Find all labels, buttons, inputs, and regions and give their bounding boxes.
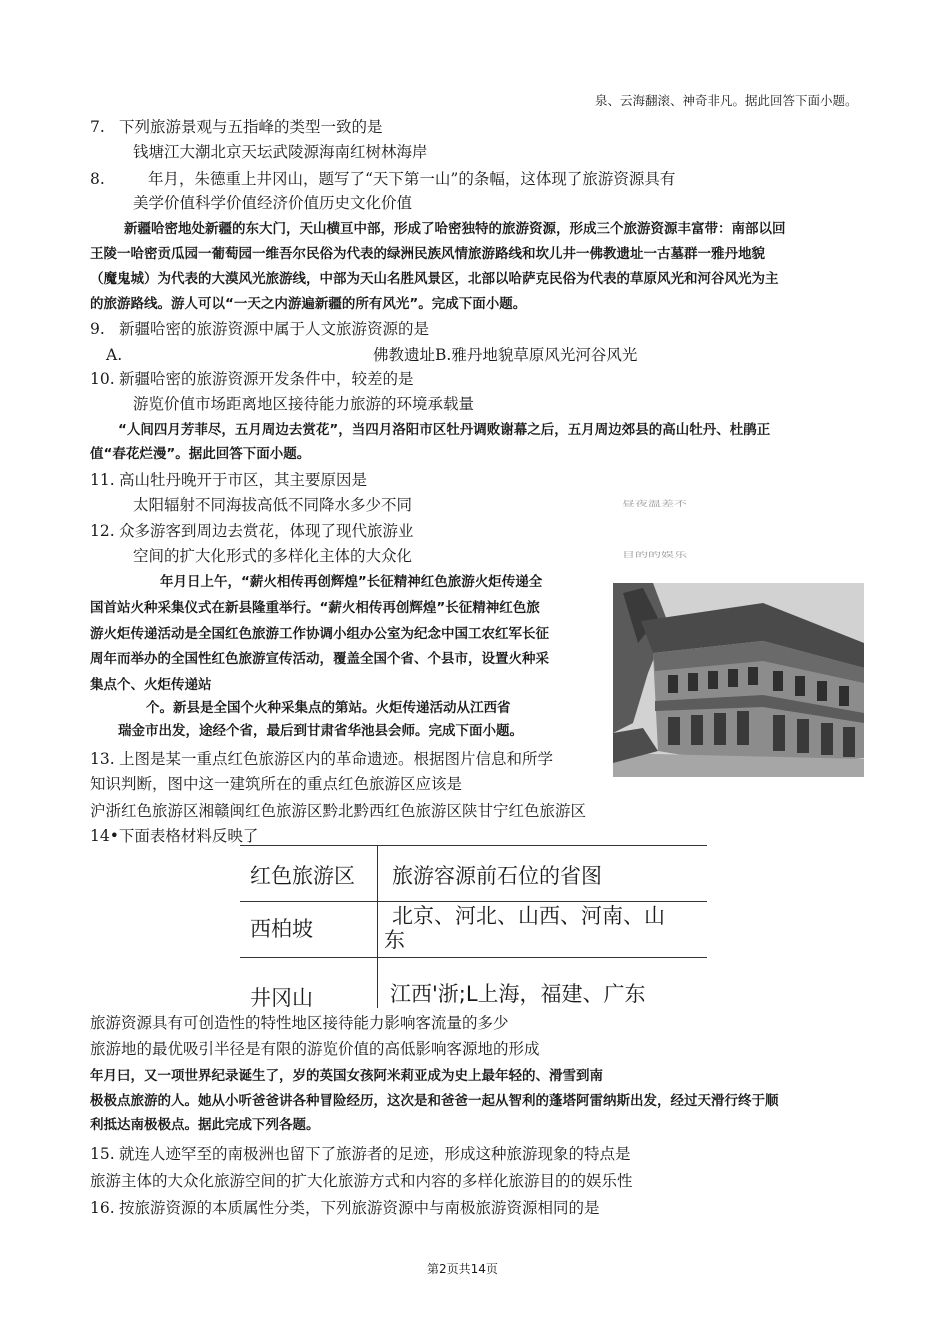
passage-3-line: 个。新县是全国个火种采集点的第站。火炬传递活动从江西省 bbox=[146, 700, 511, 716]
passage-3-line: 集点个、火炬传递站 bbox=[90, 677, 212, 693]
passage-2-line: “人间四月芳菲尽，五月周边去赏花”，当四月洛阳市区牡丹调败谢幕之后，五月周边郊县的高山牡丹、杜鹃正 bbox=[118, 422, 771, 438]
passage-1-line: 新疆哈密地处新疆的东大门，天山横亘中部，形成了哈密独特的旅游资源，形成三个旅游资源丰富带：南部以回 bbox=[124, 221, 786, 237]
question-15-number: 15. bbox=[90, 1145, 115, 1163]
question-13-options: 沪浙红色旅游区湘赣闽红色旅游区黔北黔西红色旅游区陕甘宁红色旅游区 bbox=[90, 802, 587, 820]
question-13-stem: 上图是某一重点红色旅游区内的革命遗迹。根据图片信息和所学 bbox=[119, 750, 554, 768]
question-14-options: 旅游地的最优吸引半径是有限的游览价值的高低影响客源地的形成 bbox=[90, 1040, 540, 1058]
question-16-stem: 按旅游资源的本质属性分类，下列旅游资源中与南极旅游资源相同的是 bbox=[119, 1199, 600, 1217]
question-9-options: 佛教遗址B.雅丹地貌草原风光河谷风光 bbox=[373, 346, 638, 364]
passage-1-line: 的旅游路线。游人可以“一天之内游遍新疆的所有风光”。完成下面小题。 bbox=[90, 296, 527, 312]
passage-3-line: 国首站火种采集仪式在新县隆重举行。“薪火相传再创辉煌”长征精神红色旅 bbox=[90, 600, 540, 616]
passage-3-line: 瑞金市出发，途经个省，最后到甘肃省华池县会师。完成下面小题。 bbox=[118, 723, 523, 739]
question-16-number: 16. bbox=[90, 1199, 115, 1217]
question-11-stem: 高山牡丹晚开于市区，其主要原因是 bbox=[119, 471, 368, 489]
passage-4-line: 利抵达南极极点。据此完成下列各题。 bbox=[90, 1117, 320, 1133]
question-9-option-a-label: A. bbox=[106, 346, 123, 364]
question-12-cut-text: 目的的娱乐 bbox=[622, 551, 688, 560]
question-10-stem: 新疆哈密的旅游资源开发条件中，较差的是 bbox=[119, 370, 414, 388]
table-header-area: 红色旅游区 bbox=[250, 864, 355, 888]
question-7-options: 钱塘江大潮北京天坛武陵源海南红树林海岸 bbox=[133, 143, 428, 161]
question-10-options: 游览价值市场距离地区接待能力旅游的环境承载量 bbox=[133, 395, 475, 413]
table-header-provinces: 旅游容源前石位的省图 bbox=[392, 864, 602, 888]
question-13-number: 13. bbox=[90, 750, 115, 768]
passage-3-line: 游火炬传递活动是全国红色旅游工作协调小组办公室为纪念中国工农红军长征 bbox=[90, 626, 549, 642]
passage-4-line: 年月曰，又一项世界纪录诞生了，岁的英国女孩阿米莉亚成为史上最年轻的、滑雪到南 bbox=[90, 1068, 603, 1084]
page-number: 第2页共14页 bbox=[427, 1262, 498, 1276]
question-8-stem: 年月，朱德重上井冈山，题写了“天下第一山”的条幅，这体现了旅游资源具有 bbox=[148, 170, 676, 188]
question-8-options: 美学价值科学价值经济价值历史文化价值 bbox=[133, 194, 413, 212]
passage-1-line: 王陵一哈密贡瓜园一葡萄园一维吾尔民俗为代表的绿洲民族风情旅游路线和坎儿井一佛教遗址一古墓群一雅丹地貌 bbox=[90, 246, 765, 262]
question-10-number: 10. bbox=[90, 370, 115, 388]
revolutionary-building-photo bbox=[613, 583, 864, 777]
question-9-number: 9. bbox=[90, 320, 105, 338]
question-14-stem: 14•下面表格材料反映了 bbox=[90, 827, 259, 845]
table-rule bbox=[240, 957, 707, 958]
question-13-stem-cont: 知识判断，图中这一建筑所在的重点红色旅游区应该是 bbox=[90, 775, 463, 793]
table-cell-area: 井冈山 bbox=[250, 986, 313, 1010]
question-11-cut-text: 昼夜温差不 bbox=[622, 500, 688, 509]
table-cell-provinces-cont: 东 bbox=[384, 928, 405, 952]
red-tourism-table bbox=[240, 845, 707, 1010]
question-9-stem: 新疆哈密的旅游资源中属于人文旅游资源的是 bbox=[119, 320, 430, 338]
question-11-options: 太阳辐射不同海拔高低不同降水多少不同 bbox=[133, 496, 413, 514]
passage-2-line: 值“春花烂漫”。据此回答下面小题。 bbox=[90, 446, 311, 462]
passage-4-line: 极极点旅游的人。她从小听爸爸讲各种冒险经历，这次是和爸爸一起从智利的蓬塔阿雷纳斯出发，经过天滑行终于顺 bbox=[90, 1093, 779, 1109]
question-12-number: 12. bbox=[90, 522, 115, 540]
question-8-number: 8. bbox=[90, 170, 105, 188]
question-7-stem: 下列旅游景观与五指峰的类型一致的是 bbox=[119, 118, 383, 136]
passage-1-line: （魔鬼城）为代表的大漠风光旅游线，中部为天山名胜风景区，北部以哈萨克民俗为代表的草原风光和河谷风光为主 bbox=[90, 271, 779, 287]
question-12-options: 空间的扩大化形式的多样化主体的大众化 bbox=[133, 547, 413, 565]
question-12-stem: 众多游客到周边去赏花，体现了现代旅游业 bbox=[119, 522, 414, 540]
passage-3-line: 周年而举办的全国性红色旅游宣传活动，覆盖全国个省、个县市，设置火种采 bbox=[90, 651, 549, 667]
table-cell-provinces: 北京、河北、山西、河南、山 bbox=[392, 904, 665, 928]
table-cell-provinces: 江西'浙;L上海，福建、广东 bbox=[390, 982, 646, 1006]
header-text: 泉、云海翻滚、神奇非凡。据此回答下面小题。 bbox=[595, 93, 858, 108]
table-rule bbox=[240, 845, 707, 846]
question-15-stem: 就连人迹罕至的南极洲也留下了旅游者的足迹，形成这种旅游现象的特点是 bbox=[119, 1145, 631, 1163]
table-divider bbox=[377, 845, 378, 1008]
table-rule bbox=[240, 901, 707, 902]
question-15-options: 旅游主体的大众化旅游空间的扩大化旅游方式和内容的多样化旅游目的的娱乐性 bbox=[90, 1172, 633, 1190]
passage-3-line: 年月日上午，“薪火相传再创辉煌”长征精神红色旅游火炬传递全 bbox=[160, 574, 543, 590]
question-14-options: 旅游资源具有可创造性的特性地区接待能力影响客流量的多少 bbox=[90, 1014, 509, 1032]
table-cell-area: 西柏坡 bbox=[250, 917, 313, 941]
question-11-number: 11. bbox=[90, 471, 115, 489]
question-7-number: 7. bbox=[90, 118, 105, 136]
